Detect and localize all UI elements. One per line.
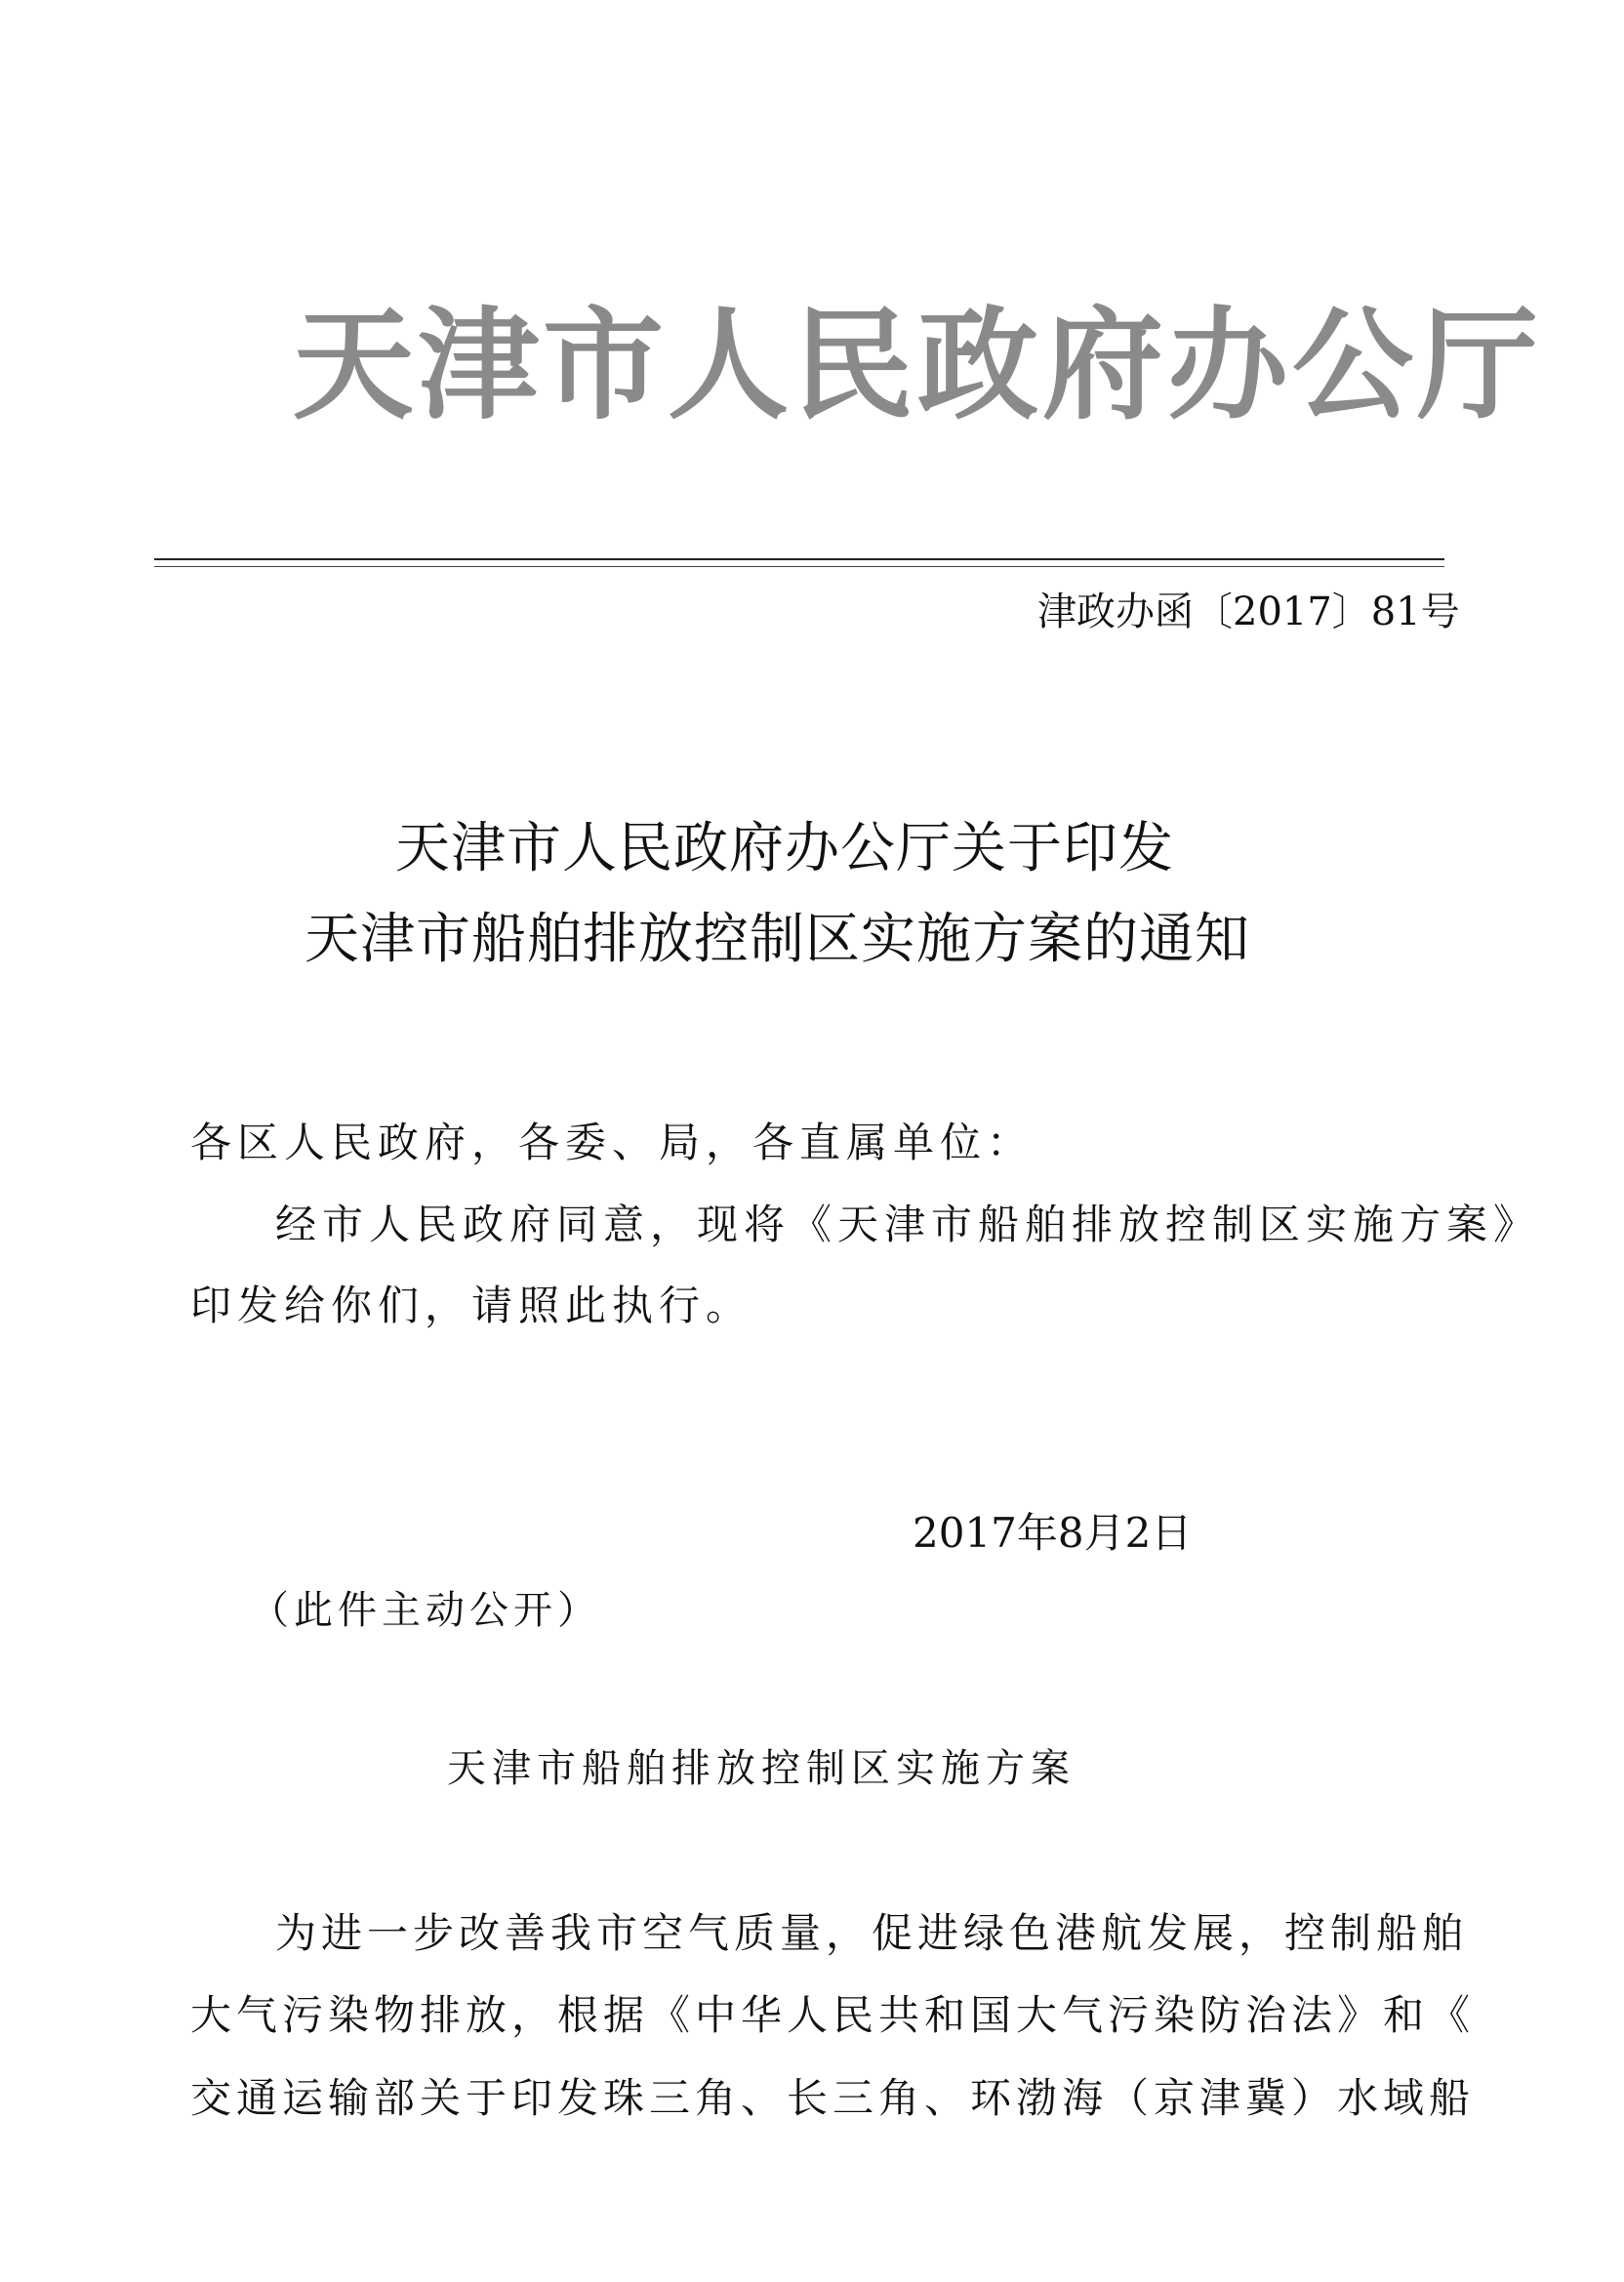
notice-title-line-1: 天津市人民政府办公厅关于印发 xyxy=(395,817,1174,880)
issue-date: 2017年8月2日 xyxy=(913,1509,1193,1557)
document-header-org-name: 天津市人民政府办公厅 xyxy=(293,296,1543,436)
notice-paragraph-line-1: 经市人民政府同意，现将《天津市船舶排放控制区实施方案》 xyxy=(275,1201,1541,1248)
header-divider-thick xyxy=(154,558,1444,560)
header-divider-thin xyxy=(154,566,1444,567)
notice-paragraph-line-2: 印发给你们，请照此执行。 xyxy=(190,1282,753,1329)
public-disclosure-note: （此件主动公开） xyxy=(250,1588,601,1633)
addressee: 各区人民政府，各委、局，各直属单位： xyxy=(190,1119,1035,1166)
document-number: 津政办函〔2017〕81号 xyxy=(1037,590,1460,634)
plan-intro-line-2: 大气污染物排放，根据《中华人民共和国大气污染防治法》和《 xyxy=(190,1991,1476,2039)
plan-intro-line-1: 为进一步改善我市空气质量，促进绿色港航发展，控制船舶 xyxy=(275,1909,1469,1957)
plan-title: 天津市船舶排放控制区实施方案 xyxy=(447,1746,1076,1791)
plan-intro-line-3: 交通运输部关于印发珠三角、长三角、环渤海（京津冀）水域船 xyxy=(190,2074,1476,2122)
notice-title-line-2: 天津市船舶排放控制区实施方案的通知 xyxy=(304,908,1250,971)
